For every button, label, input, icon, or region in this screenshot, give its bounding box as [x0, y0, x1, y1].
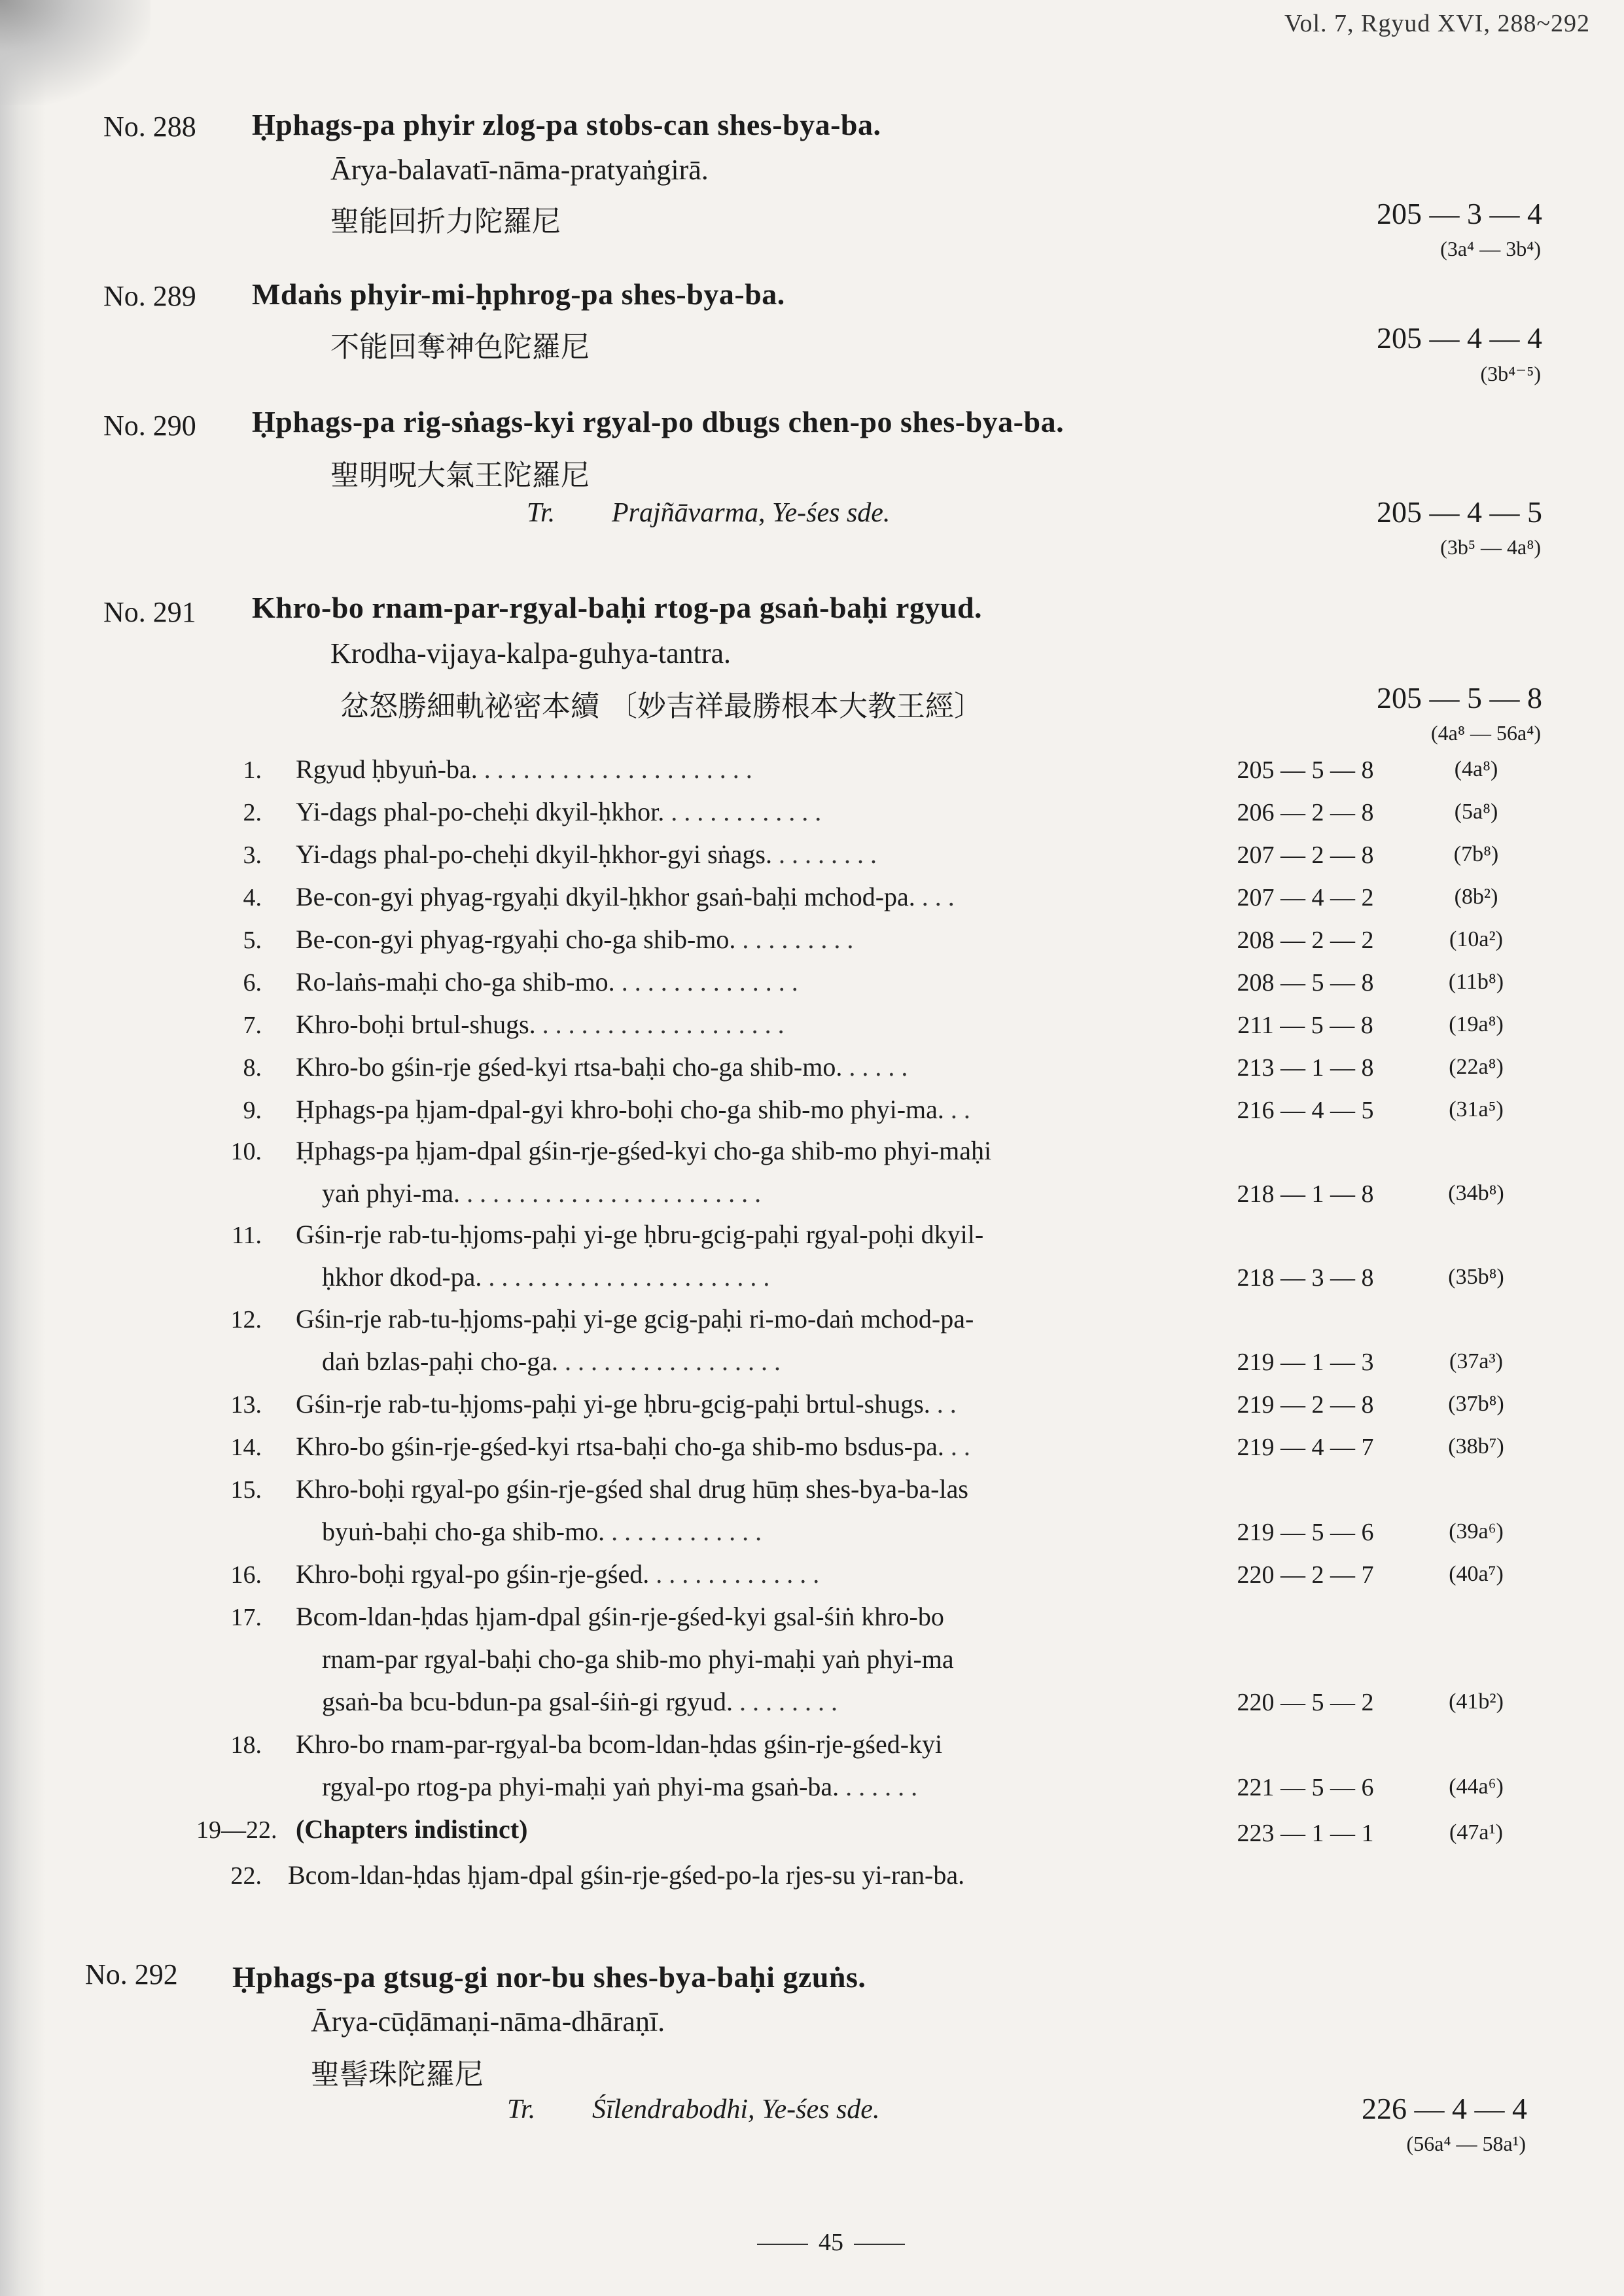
folio-range: (3b⁵ — 4a⁸)	[1440, 535, 1541, 559]
sanskrit-title: Ārya-cūḍāmaṇi-nāma-dhāraṇī.	[311, 2005, 665, 2038]
chapter-title: Gśin-rje rab-tu-ḥjoms-paḥi yi-ge ḥbru-gcig-paḥi brtul-shugs. ..	[296, 1389, 963, 1419]
chapter-number: 2.	[243, 799, 262, 826]
entry-number: No. 289	[103, 280, 196, 312]
chapter-folio: (7b⁸)	[1453, 842, 1499, 866]
chapter-folio: (11b⁸)	[1448, 970, 1504, 994]
chapter-title: Khro-bo gśin-rje-gśed-kyi rtsa-baḥi cho-ga shib-mo bsdus-pa. ..	[296, 1432, 977, 1461]
page-number-rule-left	[757, 2244, 808, 2245]
chapter-title-continued: byuṅ-baḥi cho-ga shib-mo. ............	[322, 1517, 769, 1546]
chapter-number: 16.	[230, 1561, 262, 1589]
chapter-number: 12.	[230, 1306, 262, 1333]
entry-title: Ḥphags-pa gtsug-gi nor-bu shes-bya-baḥi gzuṅs.	[232, 1960, 866, 1994]
volume-ref: 205 — 5 — 8	[1377, 681, 1542, 715]
chinese-title: 忿怒勝細軌祕密本續 〔妙吉祥最勝根本大教王經〕	[340, 690, 983, 723]
chapter-folio: (10a²)	[1449, 927, 1503, 951]
chapter-title: Yi-dags phal-po-cheḥi dkyil-ḥkhor. ............	[296, 797, 828, 826]
chapter-folio: (35b⁸)	[1448, 1265, 1504, 1289]
running-header: Vol. 7, Rgyud XVI, 288~292	[1284, 10, 1590, 37]
chinese-title: 不能回奪神色陀羅尼	[330, 330, 590, 364]
translator-label: Tr.	[507, 2094, 536, 2125]
entry-number: No. 288	[103, 111, 196, 143]
chapter-title-continued: gsaṅ-ba bcu-bdun-pa gsal-śiṅ-gi rgyud. ........	[322, 1687, 845, 1716]
chapter-title: Ḥphags-pa ḥjam-dpal-gyi khro-boḥi cho-ga shib-mo phyi-ma. ..	[296, 1095, 977, 1124]
chapter-title-continued: ḥkhor dkod-pa. ......................	[322, 1262, 777, 1292]
chapter-ref: 219 — 5 — 6	[1237, 1519, 1374, 1546]
chapter-number: 18.	[230, 1731, 262, 1759]
chinese-title: 聖明呪大氣王陀羅尼	[330, 459, 590, 492]
entry-title: Ḥphags-pa rig-sṅags-kyi rgyal-po dbugs chen-po shes-bya-ba.	[252, 405, 1065, 438]
chapter-ref: 207 — 4 — 2	[1237, 884, 1374, 911]
chapter-title: Khro-boḥi rgyal-po gśin-rje-gśed shal drug hūṃ shes-bya-ba-las	[296, 1474, 968, 1504]
chapter-title: Khro-bo rnam-par-rgyal-ba bcom-ldan-ḥdas gśin-rje-gśed-kyi	[296, 1729, 943, 1759]
sanskrit-title: Ārya-balavatī-nāma-pratyaṅgirā.	[330, 154, 709, 186]
chapter-ref: 219 — 4 — 7	[1237, 1434, 1374, 1461]
chapter-ref: 216 — 4 — 5	[1237, 1097, 1374, 1124]
chapter-title-continued: rgyal-po rtog-pa phyi-maḥi yaṅ phyi-ma gsaṅ-ba. ......	[322, 1772, 925, 1801]
folio-range: (3b⁴⁻⁵)	[1480, 362, 1541, 385]
chapter-number: 6.	[243, 969, 262, 997]
chapter-number: 3.	[243, 841, 262, 869]
folio-range: (4a⁸ — 56a⁴)	[1430, 721, 1541, 745]
chapter-ref: 208 — 5 — 8	[1237, 969, 1374, 997]
chapter-folio: (31a⁵)	[1449, 1097, 1504, 1122]
chapter-number: 8.	[243, 1054, 262, 1082]
chapter-folio: (4a⁸)	[1454, 757, 1498, 781]
entry-title: Khro-bo rnam-par-rgyal-baḥi rtog-pa gsaṅ-baḥi rgyud.	[252, 591, 983, 624]
chapter-folio: (44a⁶)	[1449, 1775, 1504, 1799]
chapter-title: Khro-boḥi brtul-shugs. ...................	[296, 1010, 791, 1039]
chapter-title: Be-con-gyi phyag-rgyaḥi dkyil-ḥkhor gsaṅ-baḥi mchod-pa. ...	[296, 882, 961, 911]
chapter-folio: (22a⁸)	[1449, 1055, 1504, 1079]
chapter-ref: 213 — 1 — 8	[1237, 1054, 1374, 1082]
entry-number: No. 290	[103, 410, 196, 442]
entry-number: No. 291	[103, 596, 196, 628]
chapter-title: Be-con-gyi phyag-rgyaḥi cho-ga shib-mo. .........	[296, 925, 860, 954]
chapter-title: Khro-bo gśin-rje gśed-kyi rtsa-baḥi cho-ga shib-mo. .....	[296, 1052, 915, 1082]
chapter-ref: 207 — 2 — 8	[1237, 841, 1374, 869]
chapter-number: 15.	[230, 1476, 262, 1504]
chapter-number: 5.	[243, 927, 262, 954]
chapter-ref: 208 — 2 — 2	[1237, 927, 1374, 954]
chapter-folio: (39a⁶)	[1449, 1519, 1504, 1544]
scan-edge-shadow	[0, 0, 46, 2296]
chapter-title-continued: yaṅ phyi-ma. .......................	[322, 1178, 768, 1208]
chapter-ref: 219 — 1 — 3	[1237, 1349, 1374, 1376]
translators: Prajñāvarma, Ye-śes sde.	[612, 498, 891, 528]
chapter-folio: (19a⁸)	[1449, 1012, 1504, 1036]
volume-ref: 205 — 3 — 4	[1377, 197, 1542, 230]
scan-corner-shadow	[0, 0, 150, 105]
chinese-title: 聖髻珠陀羅尼	[311, 2058, 484, 2091]
chapter-number: 14.	[230, 1434, 262, 1461]
chapter-title: Gśin-rje rab-tu-ḥjoms-paḥi yi-ge ḥbru-gcig-paḥi rgyal-poḥi dkyil-	[296, 1220, 984, 1249]
chapter-title: Gśin-rje rab-tu-ḥjoms-paḥi yi-ge gcig-paḥi ri-mo-daṅ mchod-pa-	[296, 1304, 974, 1333]
page-number-rule-right	[854, 2244, 905, 2245]
sanskrit-title: Krodha-vijaya-kalpa-guhya-tantra.	[330, 637, 732, 669]
chapter-ref: 219 — 2 — 8	[1237, 1391, 1374, 1419]
chapter-title: Bcom-ldan-ḥdas ḥjam-dpal gśin-rje-gśed-kyi gsal-śiṅ khro-bo	[296, 1602, 944, 1631]
chapter-title: Yi-dags phal-po-cheḥi dkyil-ḥkhor-gyi sṅags. ........	[296, 839, 883, 869]
chapter-number: 10.	[230, 1138, 262, 1165]
chapter-folio: (41b²)	[1449, 1689, 1504, 1714]
chapter-folio: (38b⁷)	[1448, 1434, 1504, 1458]
chapter-ref: 218 — 1 — 8	[1237, 1180, 1374, 1208]
volume-ref: 205 — 4 — 5	[1377, 495, 1542, 529]
chapter-folio: (40a⁷)	[1449, 1562, 1504, 1586]
chapter-folio: (34b⁸)	[1448, 1181, 1504, 1205]
chapter-number: 22.	[230, 1862, 262, 1890]
folio-range: (3a⁴ — 3b⁴)	[1440, 237, 1541, 260]
chapter-folio: (5a⁸)	[1454, 800, 1498, 824]
chapter-folio: (37b⁸)	[1448, 1392, 1504, 1416]
chapter-title: Rgyud ḥbyuṅ-ba. .....................	[296, 754, 759, 784]
chapter-title-continued: rnam-par rgyal-baḥi cho-ga shib-mo phyi-maḥi yaṅ phyi-ma	[322, 1644, 954, 1674]
chapter-folio: (47a¹)	[1449, 1820, 1503, 1845]
volume-ref: 226 — 4 — 4	[1362, 2092, 1527, 2125]
chapter-ref: 218 — 3 — 8	[1237, 1264, 1374, 1292]
entry-number: No. 292	[85, 1958, 178, 1990]
chapter-title: Khro-boḥi rgyal-po gśin-rje-gśed. .............	[296, 1559, 826, 1589]
chapter-number: 9.	[243, 1097, 262, 1124]
chapter-number: 11.	[231, 1222, 262, 1249]
chapter-title: Ḥphags-pa ḥjam-dpal gśin-rje-gśed-kyi cho-ga shib-mo phyi-maḥi	[296, 1136, 992, 1165]
chapter-title: Bcom-ldan-ḥdas ḥjam-dpal gśin-rje-gśed-po-la rjes-su yi-ran-ba.	[288, 1860, 965, 1890]
chapter-title: Ro-laṅs-maḥi cho-ga shib-mo. ..............	[296, 967, 805, 997]
translator-label: Tr.	[527, 498, 556, 528]
chapter-number: 1.	[243, 756, 262, 784]
chapter-number: 7.	[243, 1012, 262, 1039]
chapter-number: 17.	[230, 1604, 262, 1631]
page-number: 45	[747, 2228, 915, 2257]
chapter-ref: 221 — 5 — 6	[1237, 1774, 1374, 1801]
chapter-ref: 205 — 5 — 8	[1237, 756, 1374, 784]
chapter-ref: 220 — 2 — 7	[1237, 1561, 1374, 1589]
entry-title: Ḥphags-pa phyir zlog-pa stobs-can shes-bya-ba.	[252, 108, 881, 141]
chapter-title-continued: daṅ bzlas-paḥi cho-ga. .................	[322, 1347, 787, 1376]
chapter-ref: 223 — 1 — 1	[1237, 1820, 1374, 1847]
chapter-number: 13.	[230, 1391, 262, 1419]
chinese-title: 聖能回折力陀羅尼	[330, 205, 561, 238]
chapter-folio: (37a³)	[1449, 1349, 1503, 1373]
chapter-ref: 211 — 5 — 8	[1237, 1012, 1373, 1039]
chapter-folio: (8b²)	[1454, 885, 1498, 909]
chapter-number: 4.	[243, 884, 262, 911]
chapter-number: 19—22.	[196, 1816, 277, 1844]
volume-ref: 205 — 4 — 4	[1377, 321, 1542, 355]
chapter-ref: 220 — 5 — 2	[1237, 1689, 1374, 1716]
entry-title: Mdaṅs phyir-mi-ḥphrog-pa shes-bya-ba.	[252, 277, 785, 311]
chapter-ref: 206 — 2 — 8	[1237, 799, 1374, 826]
translators: Śīlendrabodhi, Ye-śes sde.	[592, 2094, 880, 2125]
folio-range: (56a⁴ — 58a¹)	[1406, 2132, 1526, 2155]
chapter-title: (Chapters indistinct)	[296, 1814, 528, 1844]
